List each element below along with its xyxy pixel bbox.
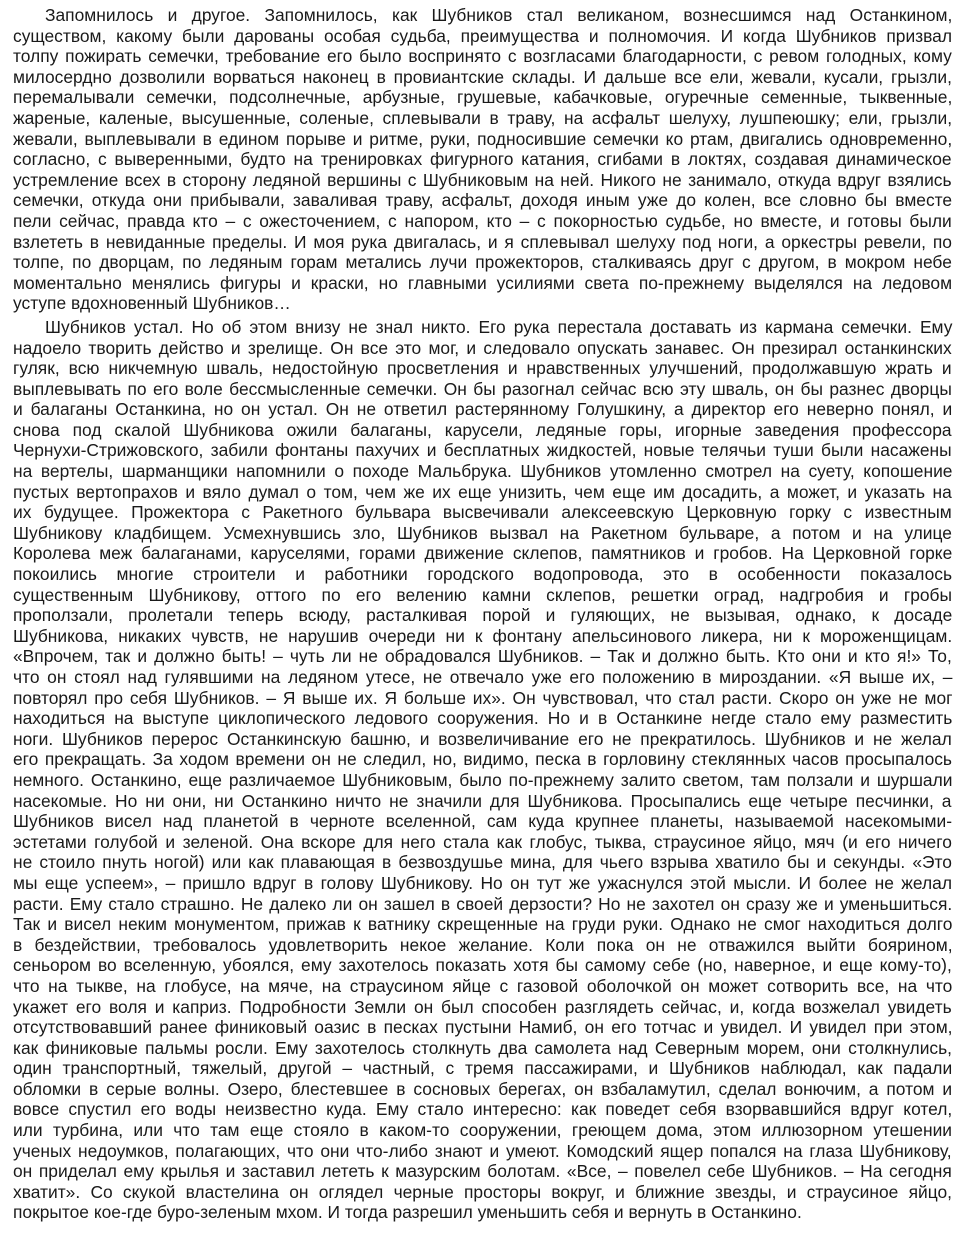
text-line: их будущее. Прожектора с Ракетного бульвара высвечивали алексеевскую Церковную горку с известным bbox=[13, 502, 952, 523]
text-line: жевали, выплевывали в едином порыве и ритме, руки, подносившие семечки ко ртам, двигались одновременно, bbox=[13, 128, 953, 149]
text-line: пели сейчас, правда кто – с ожесточением, с напором, кто – с покорностью судьбе, но вместе, и готовы были bbox=[13, 210, 952, 231]
paragraph-1 bbox=[13, 5, 952, 314]
text-line: милосердно дозволили ворваться наконец в провиантские склады. И дальше все ели, жевали, кусали, грызли, bbox=[13, 66, 952, 87]
text-line: взлететь в невиданные пределы. И моя рука двигалась, и я сплевывал шелуху под ноги, а оркестры ревели, по bbox=[13, 231, 952, 252]
text-line: один транспортный, тяжелый, другой – частный, с тремя пассажирами, и Шубников наблюдал, как падали bbox=[13, 1058, 953, 1079]
text-line: Шубников устал. Но об этом внизу не знал никто. Его рука перестала доставать из кармана семечки. Ему bbox=[45, 316, 953, 337]
paragraph-2 bbox=[13, 317, 952, 1223]
text-line: вовсе спустил его воды неизвестно куда. Ему стало интересно: как поведет себя взорвавшийся вдруг котел, bbox=[13, 1099, 953, 1120]
text-line: не стоило пнуть ногой) или как плавающая в безвоздушье мина, для чьего взрыва хватило бы и секунды. «Это bbox=[13, 852, 952, 873]
text-line: хватит». Со скукой властелина он оглядел черные просторы вокруг, и ближние звезды, и страусиное яйцо, bbox=[13, 1181, 953, 1202]
text-line: уступе вдохновенный Шубников… bbox=[13, 293, 291, 314]
text-line: Запомнилось и другое. Запомнилось, как Шубников стал великаном, вознесшимся над Останкином, bbox=[45, 5, 953, 25]
text-line: что на тыкве, на глобусе, на мяче, на страусином яйце с газовой оболочкой он может сотворить все, на что bbox=[13, 975, 953, 996]
document-page bbox=[13, 5, 952, 1226]
text-line: на вертелы, шарманщики напомнили о походе Мальбрука. Шубников утомленно смотрел на суету, копошение bbox=[13, 461, 953, 482]
text-line: Шубников висел над планетой в черноте вселенной, сам куда крупнее планеты, называемой насекомыми- bbox=[13, 811, 953, 832]
text-line: гуляк, всю никчемную шваль, недостойную просветления и нравственных улучшений, продолжавшую жрать и bbox=[13, 358, 952, 379]
text-line: расти. Ему стало страшно. Не далеко ли он зашел в своей дерзости? Но не захотел он сразу же и уменьшиться. bbox=[13, 893, 953, 914]
text-line: толпе, по дворцам, по ледяным горам метались лучи прожекторов, сталкиваясь друг с другом, в мокром небе bbox=[13, 252, 952, 273]
text-line: снова под скалой Шубникова ожили балаганы, карусели, ледяные горы, игорные заведения профессора bbox=[13, 419, 952, 440]
text-line: согласно, с выверенными, будто на тренировках фигурного катания, сгибами в локтях, создавая динамическое bbox=[13, 149, 952, 170]
text-line: мы еще успеем», – пришло вдруг в голову Шубникову. Но он тут же ужаснулся этой мысли. И более не желал bbox=[13, 872, 952, 893]
text-line: покрытое кое-где буро-зеленым мхом. И тогда разрешил уменьшить себя и вернуть в Останкино. bbox=[13, 1202, 802, 1223]
text-line: жареные, каленые, высушенные, соленые, сплевывали в траву, на асфальт шелуху, лушпеюшку; ели, грызли, bbox=[13, 107, 953, 128]
text-line: сеньором во вселенную, убоялся, ему захотелось показать хотя бы самому себе (но, наверное, и еще кому-то), bbox=[13, 955, 952, 976]
text-line: его прекращать. За ходом времени он не следил, но, видимо, песка в горловину стеклянных часов просыпалось bbox=[13, 749, 952, 770]
text-line: существенным Шубникову, оттого по его велению камни склепов, решетки оград, надгробия и гробы bbox=[13, 584, 952, 605]
text-line: немного. Останкино, еще различаемое Шубниковым, было по-прежнему залито светом, там ползали и шуршали bbox=[13, 769, 953, 790]
text-line: ноги. Шубников перерос Останкинскую башню, и возвеличивание его не прекратилось. Шубников и не желал bbox=[13, 728, 952, 749]
text-line: Так и висел неким монументом, прижав к ватнику скрещенные на груди руки. Однако не смог находиться долго bbox=[13, 914, 953, 935]
text-line: в бездействии, требовалось удовлетворить некое желание. Коли пока он не отважился выйти боярином, bbox=[13, 934, 953, 955]
text-line: моментально менялись фигуры и краски, но главными усилиями света по-прежнему выделялся на ледовом bbox=[13, 272, 953, 293]
text-line: насекомые. Но ни они, ни Останкино ничто не значили для Шубникова. Просыпались еще четыре песчинки, а bbox=[13, 790, 952, 811]
text-line: покоились многие строители и работники городского водопровода, это в особенности показалось bbox=[13, 564, 953, 585]
text-line: перемалывали семечки, подсолнечные, арбузные, грушевые, кабачковые, огуречные семенные, тыквенные, bbox=[13, 87, 953, 108]
text-line: Шубникова, никаких чувств, не нарушив очереди ни к фонтану апельсинового ликера, ни к мороженщицам. bbox=[13, 625, 953, 646]
text-line: проползали, пролетали теперь всюду, расталкивая порой и гуляющих, не вызывая, однако, к досаде bbox=[13, 605, 953, 626]
text-line: Шубникову кладбищем. Усмехнувшись зло, Шубников вызвал на Ракетном бульваре, а потом и на улице bbox=[13, 522, 952, 543]
text-line: как финиковые пальмы росли. Ему захотелось столкнуть два самолета над Северным морем, они столкнулись, bbox=[13, 1037, 953, 1058]
text-line: что он стоял над гулявшими на ледяном утесе, не отвечало уже его положению в мироздании. «Я выше их, – bbox=[13, 667, 953, 687]
text-line: или турбина, или что там еще стояло в каком-то сооружении, греющем дома, этом иллюзорном утешении bbox=[13, 1120, 953, 1141]
text-line: Королева меж балаганами, каруселями, горами движение склепов, памятников и гробов. На Церковной горке bbox=[13, 543, 953, 564]
text-line: толпу пожирать семечки, требование его было воспринято с возгласами благодарности, с ревом голодных, кому bbox=[13, 46, 952, 67]
text-line: семечки, откуда они прибывали, заваливая траву, асфальт, доходя иным уже до колен, все словно бы вместе bbox=[13, 190, 953, 211]
text-line: укажет его воля и каприз. Подробности Земли он был способен разглядеть сейчас, и, когда возжелал увидеть bbox=[13, 996, 952, 1017]
text-line: Чернухи-Стрижовского, забили фонтаны пахучих и бесплатных жидкостей, новые телячьи туши были насажены bbox=[13, 440, 952, 461]
text-line: «Впрочем, так и должно быть! – чуть ли не обрадовался Шубников. – Так и должно быть. Кто они и кто я!» То, bbox=[13, 646, 952, 667]
text-line: повторял про себя Шубников. – Я выше их. Я больше их». Он чувствовал, что стал расти. Скоро он уже не мог bbox=[13, 687, 953, 708]
text-line: ученых недоумков, полагающих, что они что-либо знают и умеют. Комодский ящер попался на глаза Шубникову, bbox=[13, 1140, 952, 1161]
text-line: отсутствовавший ранее финиковый оазис в песках пустыни Намиб, он его тотчас и увидел. И увидел при этом, bbox=[13, 1017, 953, 1038]
text-line: выплевывать по его воле бессмысленные семечки. Он бы разогнал сейчас всю эту шваль, он бы разнес дворцы bbox=[13, 378, 952, 399]
text-line: надоело творить действо и зрелище. Он все это мог, и следовало опускать занавес. Он презирал останкинских bbox=[13, 337, 952, 358]
text-line: пустых вертопрахов и вяло думал о том, чем же их еще унизить, чем еще им досадить, а может, и указать на bbox=[13, 481, 952, 502]
text-line: эстетами голубой и зеленой. Она вскоре для него стала как глобус, тыква, страусиное яйцо, мяч (и его ничего bbox=[13, 831, 952, 852]
text-line: обломки в серые волны. Озеро, блестевшее в сосновых берегах, он взбаламутил, сделал вонючим, а потом и bbox=[13, 1078, 953, 1099]
text-line: устремление всех в сторону ледяной вершины с Шубниковым на ней. Никого не занимало, откуда вдруг взялись bbox=[13, 169, 952, 190]
text-line: он приделал ему крылья и заставил лететь к мазурским болотам. «Все, – повелел себе Шубников. – На сегодня bbox=[13, 1161, 952, 1182]
text-line: и балаганы Останкина, но он устал. Он не ответил растерянному Голушкину, а директор его неверно понял, и bbox=[13, 399, 953, 420]
text-line: находиться на выступе циклопического ледового сооружения. Но и в Останкине негде стало ему разместить bbox=[13, 708, 953, 729]
text-line: существом, какому были дарованы особая судьба, преимущества и полномочия. И когда Шубников призвал bbox=[13, 25, 952, 46]
